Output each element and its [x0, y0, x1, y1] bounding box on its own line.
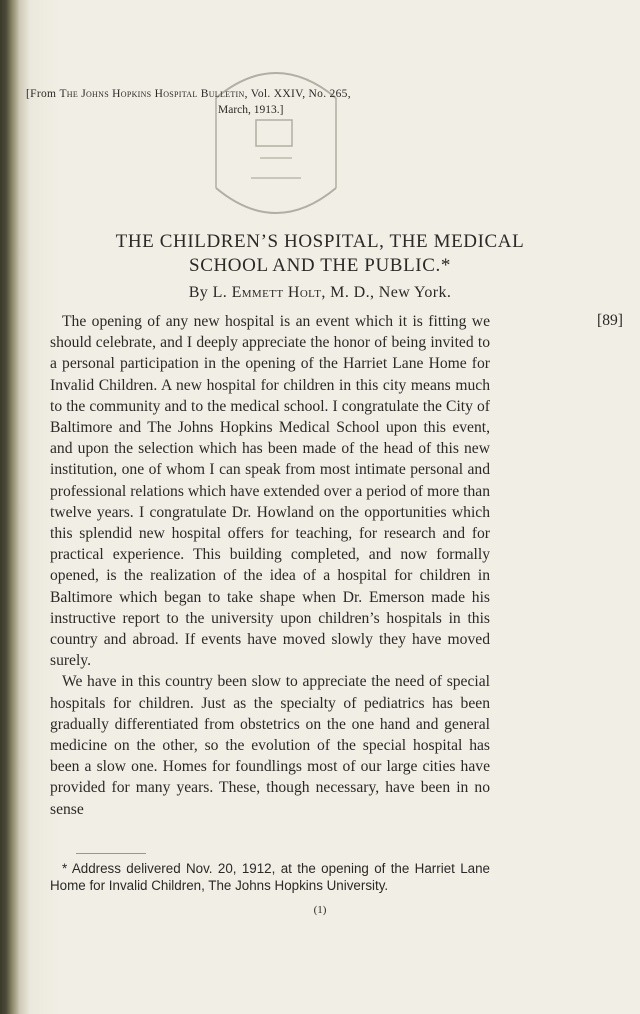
margin-reference: [89] — [597, 312, 623, 329]
author-name: L. Emmett Holt, M. D., — [212, 284, 375, 301]
title-line-2: SCHOOL AND THE PUBLIC.* — [189, 255, 451, 276]
journal-date: March, 1913.] — [218, 104, 284, 116]
journal-source-line — [26, 88, 626, 100]
library-stamp-icon — [196, 58, 356, 228]
journal-name: The Johns Hopkins Hospital Bulletin, — [59, 88, 248, 100]
author-by: By — [188, 284, 209, 301]
paragraph-1: The opening of any new hospital is an event which it is fitting we should celebrate, and I deeply appreciate the honor of being invited to a personal participation in the opening of the Harriet Lane Home for Invalid Children. A new hospital for children in this city means much to the community and to the medical school. I congratulate the City of Baltimore and The Johns Hopkins Medical School upon this event, and upon the selection which has been made of the head of this new institution, one of whom I can speak from most intimate personal and professional relations which have extended over a period of more than twelve years. I congratulate Dr. Howland on the opportunities which this splendid new hospital offers for teaching, for research and for practical experience. This building completed, and now formally opened, is the realization of the idea of a hospital for children in Baltimore which began to take shape when Dr. Emerson made his instructive report to the university upon children’s hospitals in this country and abroad. If events have moved slowly they have moved surely. — [50, 313, 490, 670]
footnote-rule — [76, 853, 146, 854]
title-line-1: THE CHILDREN’S HOSPITAL, THE MEDICAL — [115, 231, 525, 252]
footnote: * Address delivered Nov. 20, 1912, at the opening of the Harriet Lane Home for Invalid Children, The Johns Hopkins University. — [50, 861, 490, 893]
source-prefix: [From — [26, 88, 57, 100]
author-line — [0, 284, 640, 302]
author-location: New York. — [374, 284, 452, 301]
page-number: (1) — [313, 904, 327, 916]
paragraph-2: We have in this country been slow to appreciate the need of special hospitals for children. Just as the specialty of pediatrics has been gradually differentiated from obstetrics on the one hand and general medicine on the other, so the evolution of the special hospital has been a slow one. Homes for foundlings most of our large cities have provided for many years. These, though necessary, have been in no sense — [50, 673, 490, 818]
article-body — [50, 311, 490, 820]
article-title — [0, 230, 640, 278]
journal-volume: Vol. XXIV, No. 265, — [250, 88, 351, 100]
